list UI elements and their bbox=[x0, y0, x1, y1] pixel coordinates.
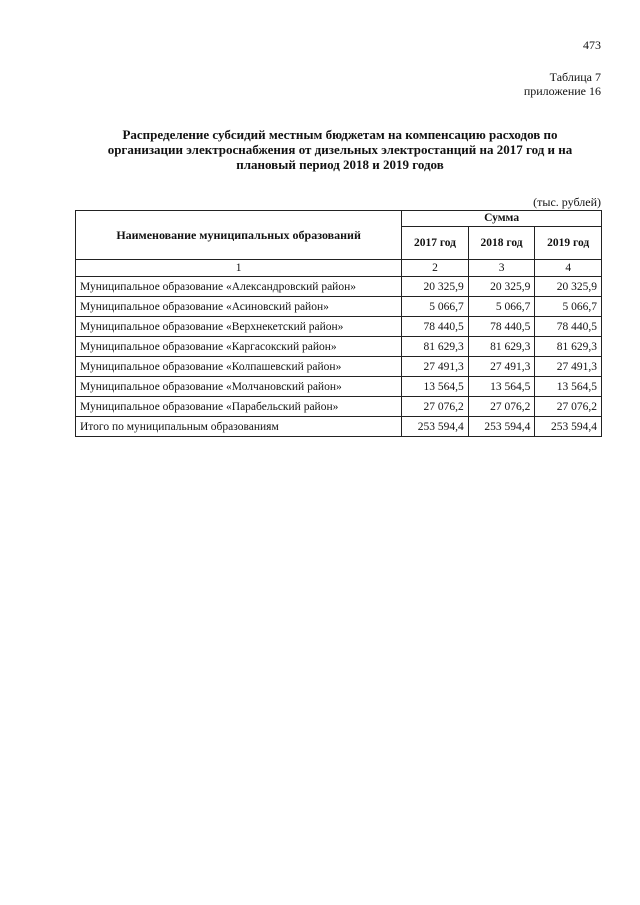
total-2018: 253 594,4 bbox=[468, 417, 535, 437]
total-label: Итого по муниципальным образованиям bbox=[76, 417, 402, 437]
table-label: Таблица 7 bbox=[549, 70, 601, 84]
value-2018: 78 440,5 bbox=[468, 317, 535, 337]
municipality-name: Муниципальное образование «Верхнекетский район» bbox=[76, 317, 402, 337]
table-row bbox=[76, 317, 602, 337]
value-2019: 13 564,5 bbox=[535, 377, 602, 397]
municipality-name: Муниципальное образование «Александровский район» bbox=[76, 277, 402, 297]
value-2019: 81 629,3 bbox=[535, 337, 602, 357]
header-year-2019: 2019 год bbox=[535, 226, 602, 259]
title-line-2: организации электроснабжения от дизельных электростанций на 2017 год и на bbox=[107, 142, 573, 157]
header-municipality-name: Наименование муниципальных образований bbox=[76, 211, 402, 260]
value-2017: 13 564,5 bbox=[402, 377, 469, 397]
table-row bbox=[76, 377, 602, 397]
value-2018: 5 066,7 bbox=[468, 297, 535, 317]
subsidy-table bbox=[75, 210, 602, 437]
value-2017: 78 440,5 bbox=[402, 317, 469, 337]
table-reference bbox=[524, 70, 601, 98]
header-year-2017: 2017 год bbox=[402, 226, 469, 259]
value-2017: 81 629,3 bbox=[402, 337, 469, 357]
header-year-2018: 2018 год bbox=[468, 226, 535, 259]
total-2017: 253 594,4 bbox=[402, 417, 469, 437]
page-number: 473 bbox=[583, 38, 601, 52]
column-number: 1 bbox=[76, 260, 402, 277]
value-2017: 20 325,9 bbox=[402, 277, 469, 297]
column-number: 4 bbox=[535, 260, 602, 277]
value-2018: 81 629,3 bbox=[468, 337, 535, 357]
municipality-name: Муниципальное образование «Колпашевский район» bbox=[76, 357, 402, 377]
value-2019: 27 491,3 bbox=[535, 357, 602, 377]
value-2017: 27 076,2 bbox=[402, 397, 469, 417]
document-title bbox=[80, 127, 600, 172]
value-2019: 5 066,7 bbox=[535, 297, 602, 317]
table-row bbox=[76, 337, 602, 357]
value-2019: 20 325,9 bbox=[535, 277, 602, 297]
value-2019: 78 440,5 bbox=[535, 317, 602, 337]
title-line-3: плановый период 2018 и 2019 годов bbox=[236, 157, 444, 172]
value-2018: 27 491,3 bbox=[468, 357, 535, 377]
value-2018: 13 564,5 bbox=[468, 377, 535, 397]
appendix-label: приложение 16 bbox=[523, 84, 601, 98]
value-2017: 27 491,3 bbox=[402, 357, 469, 377]
table-row bbox=[76, 277, 602, 297]
table-row bbox=[76, 357, 602, 377]
value-2018: 27 076,2 bbox=[468, 397, 535, 417]
value-2019: 27 076,2 bbox=[535, 397, 602, 417]
table-row bbox=[76, 297, 602, 317]
total-row bbox=[76, 417, 602, 437]
header-sum: Сумма bbox=[402, 211, 602, 227]
table-row bbox=[76, 397, 602, 417]
title-line-1: Распределение субсидий местным бюджетам на компенсацию расходов по bbox=[122, 127, 558, 142]
column-number: 2 bbox=[402, 260, 469, 277]
municipality-name: Муниципальное образование «Молчановский район» bbox=[76, 377, 402, 397]
unit-note: (тыс. рублей) bbox=[533, 195, 601, 209]
municipality-name: Муниципальное образование «Парабельский район» bbox=[76, 397, 402, 417]
value-2017: 5 066,7 bbox=[402, 297, 469, 317]
value-2018: 20 325,9 bbox=[468, 277, 535, 297]
column-numbers-row bbox=[76, 260, 602, 277]
municipality-name: Муниципальное образование «Асиновский район» bbox=[76, 297, 402, 317]
municipality-name: Муниципальное образование «Каргасокский район» bbox=[76, 337, 402, 357]
total-2019: 253 594,4 bbox=[535, 417, 602, 437]
column-number: 3 bbox=[468, 260, 535, 277]
